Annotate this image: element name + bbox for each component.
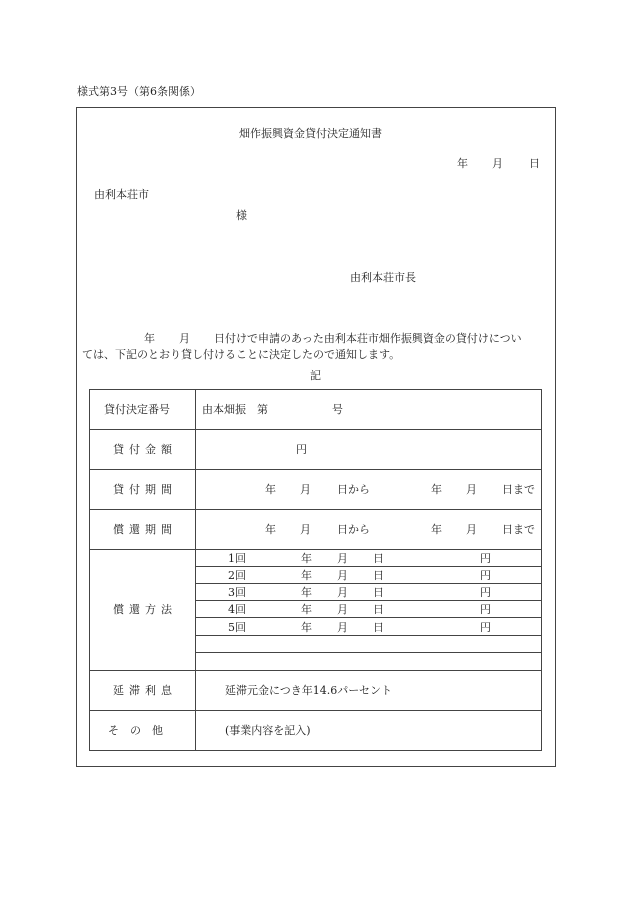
installment-month: 月 — [337, 621, 348, 634]
late-interest-label: 延滞利息 — [113, 684, 177, 697]
decision-number-prefix: 由本畑振 第 — [202, 403, 268, 416]
installment-yen: 円 — [480, 603, 491, 616]
ki-heading: 記 — [310, 369, 321, 382]
installment-month: 月 — [337, 586, 348, 599]
other-label: そ の 他 — [108, 724, 163, 737]
loan-period-to-month: 月 — [466, 483, 477, 496]
form-number-header: 様式第3号（第6条関係） — [77, 85, 201, 98]
loan-period-to: 日まで — [502, 483, 535, 496]
date-day: 日 — [529, 157, 540, 170]
installment-yen: 円 — [480, 552, 491, 565]
body-year: 年 — [144, 332, 155, 345]
recipient-org: 由利本荘市 — [94, 188, 149, 201]
installment-month: 月 — [337, 603, 348, 616]
installment-day: 日 — [373, 586, 384, 599]
repay-period-to-month: 月 — [466, 523, 477, 536]
body-month: 月 — [179, 332, 190, 345]
repay-period-from: 日から — [337, 523, 370, 536]
body-line1: 日付けで申請のあった由利本荘市畑作振興資金の貸付けについ — [214, 332, 522, 345]
installment-no: 4回 — [228, 603, 246, 616]
loan-period-to-year: 年 — [431, 483, 442, 496]
installment-year: 年 — [301, 603, 312, 616]
late-interest-value: 延滞元金につき年14.6パーセント — [225, 684, 393, 697]
decision-number-label: 貸付決定番号 — [104, 403, 170, 416]
installment-year: 年 — [301, 586, 312, 599]
document-title: 畑作振興資金貸付決定通知書 — [239, 127, 382, 140]
installment-yen: 円 — [480, 586, 491, 599]
installment-no: 3回 — [228, 586, 246, 599]
repay-method-label: 償還方法 — [113, 603, 177, 616]
installment-day: 日 — [373, 552, 384, 565]
date-month: 月 — [492, 157, 503, 170]
repay-period-to: 日まで — [502, 523, 535, 536]
loan-amount-unit: 円 — [296, 443, 307, 456]
installment-yen: 円 — [480, 621, 491, 634]
document-frame — [76, 107, 556, 767]
installment-day: 日 — [373, 621, 384, 634]
loan-period-from: 日から — [337, 483, 370, 496]
loan-period-from-month: 月 — [300, 483, 311, 496]
installment-day: 日 — [373, 603, 384, 616]
installment-year: 年 — [301, 552, 312, 565]
installment-no: 5回 — [228, 621, 246, 634]
decision-number-suffix: 号 — [332, 403, 343, 416]
installment-month: 月 — [337, 569, 348, 582]
repay-period-from-month: 月 — [300, 523, 311, 536]
installment-no: 1回 — [228, 552, 246, 565]
loan-period-label: 貸付期間 — [113, 483, 177, 496]
installment-no: 2回 — [228, 569, 246, 582]
repay-period-from-year: 年 — [265, 523, 276, 536]
sender-title: 由利本荘市長 — [350, 271, 416, 284]
installment-yen: 円 — [480, 569, 491, 582]
date-year: 年 — [457, 157, 468, 170]
other-value: (事業内容を記入) — [225, 724, 311, 737]
body-line2: ては、下記のとおり貸し付けることに決定したので通知します。 — [82, 348, 401, 361]
loan-period-from-year: 年 — [265, 483, 276, 496]
installment-month: 月 — [337, 552, 348, 565]
installment-day: 日 — [373, 569, 384, 582]
installment-year: 年 — [301, 621, 312, 634]
repay-period-label: 償還期間 — [113, 523, 177, 536]
loan-amount-label: 貸付金額 — [113, 443, 177, 456]
repay-period-to-year: 年 — [431, 523, 442, 536]
recipient-honorific: 様 — [236, 209, 247, 222]
installment-year: 年 — [301, 569, 312, 582]
